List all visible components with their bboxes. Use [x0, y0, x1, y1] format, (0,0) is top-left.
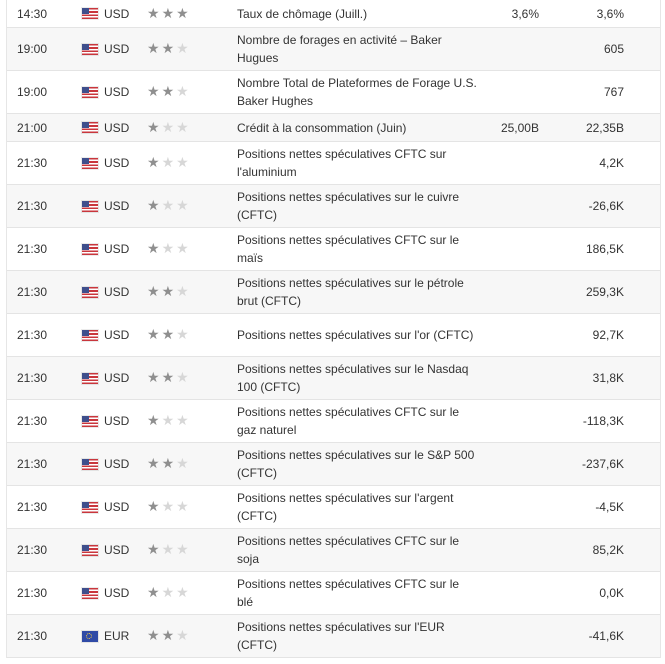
event-actual: 3,6%: [511, 6, 539, 21]
event-previous: 31,8K: [592, 371, 624, 385]
importance-rating: [147, 185, 217, 227]
star-icon: ★: [147, 198, 162, 214]
star-icon: ★: [147, 413, 162, 429]
event-previous: -41,6K: [588, 629, 624, 643]
us-flag-icon: [82, 416, 98, 427]
currency-code: USD: [104, 156, 130, 170]
event-previous: -4,5K: [595, 500, 624, 514]
star-icon: ★: [147, 499, 162, 515]
importance-rating: [147, 0, 217, 27]
event-actual: [477, 443, 539, 485]
currency-code: USD: [104, 371, 130, 385]
currency-code: USD: [104, 328, 130, 342]
star-icon: ★: [176, 119, 191, 136]
star-icon: ★: [176, 198, 191, 214]
importance-rating: [147, 314, 217, 356]
event-actual: [477, 142, 539, 184]
star-icon: ★: [161, 119, 177, 136]
star-icon: ★: [147, 542, 162, 558]
currency-cell: [82, 228, 142, 270]
star-icon: ★: [161, 413, 177, 429]
currency-code: USD: [104, 414, 130, 428]
currency-code: USD: [104, 586, 130, 600]
currency-cell: [82, 400, 142, 442]
event-previous: -26,6K: [588, 199, 624, 213]
event-time: 21:30: [17, 629, 48, 643]
event-time: 21:30: [17, 543, 48, 557]
importance-rating: [147, 114, 217, 141]
currency-cell: [82, 185, 142, 227]
event-actual: [477, 185, 539, 227]
event-name[interactable]: Positions nettes spéculatives sur le S&P 500 (CFTC): [237, 448, 475, 480]
event-actual: [477, 228, 539, 270]
star-icon: ★: [161, 327, 177, 343]
star-icon: ★: [176, 241, 191, 257]
star-icon: ★: [176, 456, 191, 472]
currency-code: USD: [104, 6, 130, 21]
currency-code: USD: [104, 242, 130, 256]
event-name[interactable]: Positions nettes spéculatives CFTC sur le blé: [237, 577, 460, 609]
event-previous: 767: [603, 85, 624, 99]
star-icon: ★: [147, 84, 162, 100]
event-name[interactable]: Positions nettes spéculatives CFTC sur le soja: [237, 534, 460, 566]
event-name[interactable]: Positions nettes spéculatives sur le pétrole brut (CFTC): [237, 276, 464, 308]
importance-rating: [147, 443, 217, 485]
star-icon: ★: [161, 542, 177, 558]
event-time: 14:30: [17, 6, 48, 21]
table-row[interactable]: [7, 185, 660, 228]
event-actual: [477, 271, 539, 313]
table-row[interactable]: [7, 400, 660, 443]
currency-cell: [82, 572, 142, 614]
table-row[interactable]: [7, 28, 660, 71]
importance-rating: [147, 228, 217, 270]
star-icon: ★: [176, 41, 191, 57]
table-row[interactable]: [7, 615, 660, 658]
event-previous: -237,6K: [581, 457, 624, 471]
table-row[interactable]: [7, 271, 660, 314]
currency-code: USD: [104, 285, 130, 299]
importance-rating: [147, 142, 217, 184]
table-row[interactable]: [7, 142, 660, 185]
event-actual: [477, 572, 539, 614]
event-time: 21:30: [17, 500, 48, 514]
event-time: 21:30: [17, 414, 48, 428]
currency-cell: [82, 142, 142, 184]
star-icon: ★: [161, 155, 177, 171]
star-icon: ★: [147, 241, 162, 257]
currency-code: USD: [104, 500, 130, 514]
table-row[interactable]: [7, 443, 660, 486]
table-row[interactable]: [7, 0, 660, 28]
us-flag-icon: [82, 588, 98, 599]
star-icon: ★: [147, 155, 162, 171]
currency-code: USD: [104, 457, 130, 471]
us-flag-icon: [82, 459, 98, 470]
star-icon: ★: [176, 84, 191, 100]
star-icon: ★: [176, 499, 191, 515]
event-time: 21:30: [17, 285, 48, 299]
star-icon: ★: [161, 370, 177, 386]
us-flag-icon: [82, 201, 98, 212]
event-time: 21:30: [17, 328, 48, 342]
importance-rating: [147, 28, 217, 70]
currency-cell: [82, 314, 142, 356]
star-icon: ★: [147, 41, 162, 57]
table-row[interactable]: [7, 228, 660, 271]
currency-code: USD: [104, 85, 130, 99]
star-icon: ★: [161, 585, 177, 601]
event-actual: [477, 357, 539, 399]
event-previous: -118,3K: [582, 414, 624, 428]
star-icon: ★: [161, 241, 177, 257]
importance-rating: [147, 400, 217, 442]
star-icon: ★: [147, 284, 162, 300]
table-row[interactable]: [7, 357, 660, 400]
star-icon: ★: [147, 370, 162, 386]
star-icon: ★: [161, 84, 177, 100]
us-flag-icon: [82, 8, 98, 19]
event-time: 21:30: [17, 457, 48, 471]
star-icon: ★: [176, 413, 191, 429]
currency-code: USD: [104, 543, 130, 557]
star-icon: ★: [147, 585, 162, 601]
star-icon: ★: [176, 628, 191, 644]
event-previous: 605: [603, 42, 624, 56]
eu-flag-icon: [82, 631, 98, 642]
currency-code: EUR: [104, 629, 130, 643]
star-icon: ★: [176, 542, 191, 558]
star-icon: ★: [161, 5, 177, 22]
table-row[interactable]: [7, 114, 660, 142]
us-flag-icon: [82, 330, 98, 341]
star-icon: ★: [147, 327, 162, 343]
star-icon: ★: [176, 5, 191, 22]
importance-rating: [147, 572, 217, 614]
star-icon: ★: [161, 628, 177, 644]
event-name[interactable]: Nombre Total de Plateformes de Forage U.S. Baker Hughes: [237, 76, 477, 108]
event-previous: 259,3K: [585, 285, 624, 299]
event-name[interactable]: Taux de chômage (Juill.): [237, 6, 368, 21]
event-time: 21:00: [17, 120, 48, 135]
currency-code: USD: [104, 199, 130, 213]
event-actual: [477, 314, 539, 356]
importance-rating: [147, 529, 217, 571]
star-icon: ★: [176, 284, 191, 300]
table-row[interactable]: [7, 71, 660, 114]
star-icon: ★: [161, 41, 177, 57]
economic-calendar-table: [6, 0, 661, 658]
event-name[interactable]: Positions nettes spéculatives sur le Nasdaq 100 (CFTC): [237, 362, 469, 394]
event-name[interactable]: Positions nettes spéculatives sur l'EUR (CFTC): [237, 620, 445, 652]
currency-cell: [82, 71, 142, 113]
star-icon: ★: [176, 327, 191, 343]
star-icon: ★: [161, 456, 177, 472]
us-flag-icon: [82, 545, 98, 556]
star-icon: ★: [147, 456, 162, 472]
event-previous: 92,7K: [592, 328, 624, 342]
event-actual: [477, 28, 539, 70]
event-time: 21:30: [17, 242, 48, 256]
event-time: 21:30: [17, 199, 48, 213]
event-actual: [477, 615, 539, 657]
importance-rating: [147, 271, 217, 313]
event-previous: 186,5K: [585, 242, 624, 256]
event-time: 21:30: [17, 586, 48, 600]
star-icon: ★: [161, 499, 177, 515]
event-previous: 22,35B: [585, 120, 624, 135]
event-time: 19:00: [17, 42, 48, 56]
event-name[interactable]: Positions nettes spéculatives CFTC sur le gaz naturel: [237, 405, 460, 437]
star-icon: ★: [176, 370, 191, 386]
event-name[interactable]: Positions nettes spéculatives CFTC sur l'aluminium: [237, 147, 447, 179]
star-icon: ★: [176, 155, 191, 171]
event-previous: 4,2K: [599, 156, 624, 170]
event-time: 19:00: [17, 85, 48, 99]
event-name[interactable]: Positions nettes spéculatives sur l'or (CFTC): [237, 328, 474, 342]
us-flag-icon: [82, 244, 98, 255]
currency-cell: [82, 615, 142, 657]
us-flag-icon: [82, 502, 98, 513]
us-flag-icon: [82, 87, 98, 98]
currency-cell: [82, 28, 142, 70]
currency-code: USD: [104, 42, 130, 56]
table-row[interactable]: [7, 314, 660, 357]
table-row[interactable]: [7, 572, 660, 615]
us-flag-icon: [82, 158, 98, 169]
event-actual: 25,00B: [500, 120, 539, 135]
us-flag-icon: [82, 287, 98, 298]
star-icon: ★: [147, 628, 162, 644]
star-icon: ★: [161, 198, 177, 214]
currency-cell: [82, 443, 142, 485]
importance-rating: [147, 71, 217, 113]
event-previous: 0,0K: [599, 586, 624, 600]
event-actual: [477, 529, 539, 571]
event-name[interactable]: Nombre de forages en activité – Baker Hugues: [237, 33, 442, 65]
event-name[interactable]: Positions nettes spéculatives sur le cuivre (CFTC): [237, 190, 460, 222]
event-actual: [477, 486, 539, 528]
star-icon: ★: [147, 119, 162, 136]
us-flag-icon: [82, 44, 98, 55]
currency-cell: [82, 357, 142, 399]
currency-cell: [82, 271, 142, 313]
event-previous: 85,2K: [592, 543, 624, 557]
event-name[interactable]: Crédit à la consommation (Juin): [237, 120, 407, 135]
currency-cell: [82, 486, 142, 528]
table-row[interactable]: [7, 529, 660, 572]
star-icon: ★: [176, 585, 191, 601]
event-time: 21:30: [17, 156, 48, 170]
table-row[interactable]: [7, 486, 660, 529]
event-actual: [477, 71, 539, 113]
star-icon: ★: [161, 284, 177, 300]
event-actual: [477, 400, 539, 442]
importance-rating: [147, 357, 217, 399]
event-name[interactable]: Positions nettes spéculatives sur l'argent (CFTC): [237, 491, 454, 523]
importance-rating: [147, 615, 217, 657]
event-previous: 3,6%: [596, 6, 624, 21]
us-flag-icon: [82, 373, 98, 384]
event-time: 21:30: [17, 371, 48, 385]
us-flag-icon: [82, 122, 98, 133]
currency-cell: [82, 0, 142, 27]
importance-rating: [147, 486, 217, 528]
event-name[interactable]: Positions nettes spéculatives CFTC sur le maïs: [237, 233, 460, 265]
currency-cell: [82, 114, 142, 141]
currency-code: USD: [104, 120, 130, 135]
star-icon: ★: [147, 5, 162, 22]
currency-cell: [82, 529, 142, 571]
